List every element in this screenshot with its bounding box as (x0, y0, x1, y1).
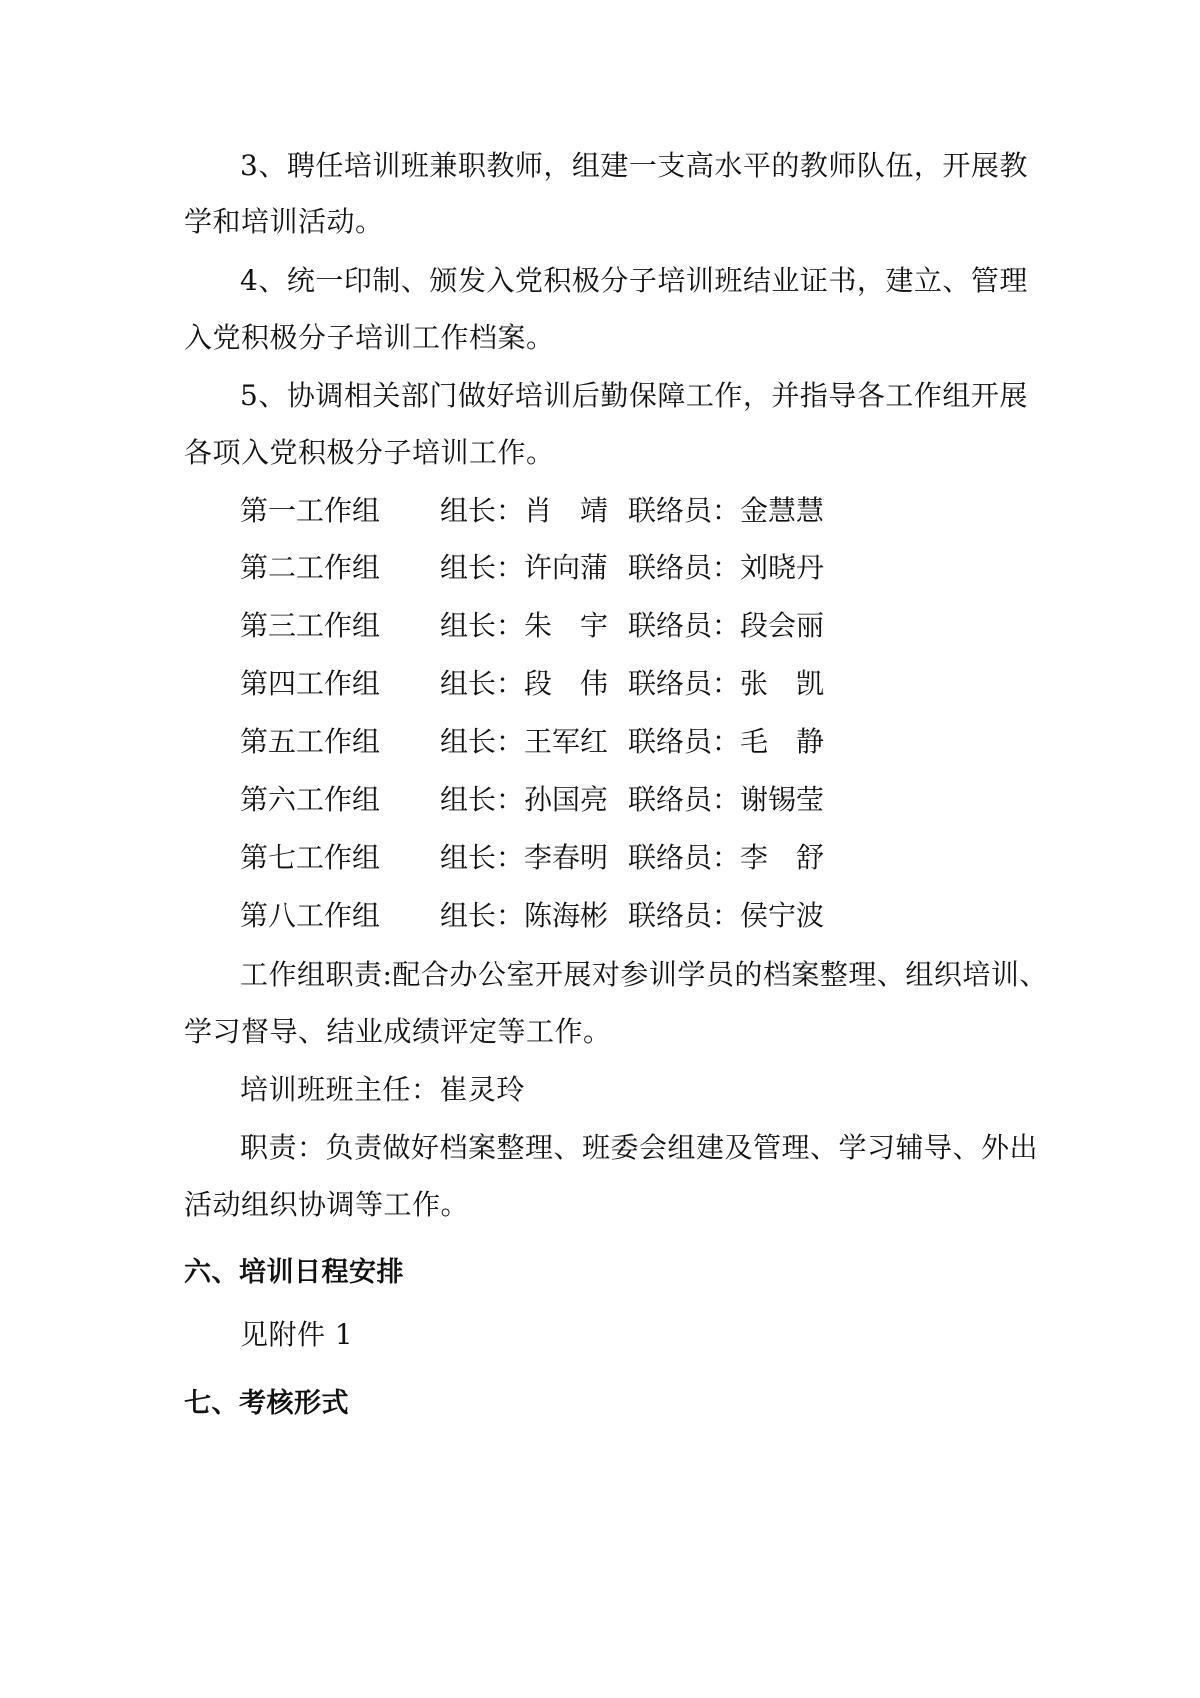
group-name: 第三工作组 (240, 609, 381, 642)
section-7-heading: 七、考核形式 (184, 1388, 349, 1419)
teacher-duties-line-2: 活动组织协调等工作。 (184, 1188, 470, 1221)
group-name: 第七工作组 (240, 841, 381, 874)
group-leader: 组长：李春明 (440, 841, 609, 874)
group-leader: 组长：肖 靖 (440, 494, 609, 527)
group-liaison: 联络员：金慧慧 (628, 494, 825, 527)
group-leader: 组长：许向蒲 (440, 551, 609, 584)
group-name: 第八工作组 (240, 899, 381, 932)
paragraph-4-line-2: 入党积极分子培训工作档案。 (184, 321, 555, 354)
group-liaison: 联络员：毛 静 (628, 725, 825, 758)
group-leader: 组长：段 伟 (440, 667, 609, 700)
group-name: 第五工作组 (240, 725, 381, 758)
paragraph-5-line-2: 各项入党积极分子培训工作。 (184, 436, 555, 469)
section-6-heading: 六、培训日程安排 (184, 1257, 404, 1288)
group-leader: 组长：陈海彬 (440, 899, 609, 932)
section-6-body: 见附件 1 (240, 1318, 354, 1351)
group-leader: 组长：王军红 (440, 725, 609, 758)
teacher-duties-line-1: 职责：负责做好档案整理、班委会组建及管理、学习辅导、外出 (240, 1131, 1039, 1164)
group-duties-line-2: 学习督导、结业成绩评定等工作。 (184, 1015, 612, 1048)
group-name: 第一工作组 (240, 494, 381, 527)
group-name: 第二工作组 (240, 551, 381, 584)
group-liaison: 联络员：段会丽 (628, 609, 825, 642)
group-name: 第六工作组 (240, 783, 381, 816)
group-liaison: 联络员：谢锡莹 (628, 783, 825, 816)
paragraph-5-line-1: 5、协调相关部门做好培训后勤保障工作，并指导各工作组开展 (240, 379, 1028, 412)
paragraph-3-line-1: 3、聘任培训班兼职教师，组建一支高水平的教师队伍，开展教 (240, 149, 1028, 182)
group-liaison: 联络员：刘晓丹 (628, 551, 825, 584)
group-name: 第四工作组 (240, 667, 381, 700)
group-leader: 组长：朱 宇 (440, 609, 609, 642)
group-liaison: 联络员：侯宁波 (628, 899, 825, 932)
group-leader: 组长：孙国亮 (440, 783, 609, 816)
paragraph-4-line-1: 4、统一印制、颁发入党积极分子培训班结业证书，建立、管理 (240, 264, 1028, 297)
paragraph-3-line-2: 学和培训活动。 (184, 205, 384, 238)
head-teacher-line: 培训班班主任：崔灵玲 (240, 1073, 526, 1106)
group-duties-line-1: 工作组职责:配合办公室开展对参训学员的档案整理、组织培训、 (240, 958, 1048, 991)
group-liaison: 联络员：李 舒 (628, 841, 825, 874)
group-liaison: 联络员：张 凯 (628, 667, 825, 700)
